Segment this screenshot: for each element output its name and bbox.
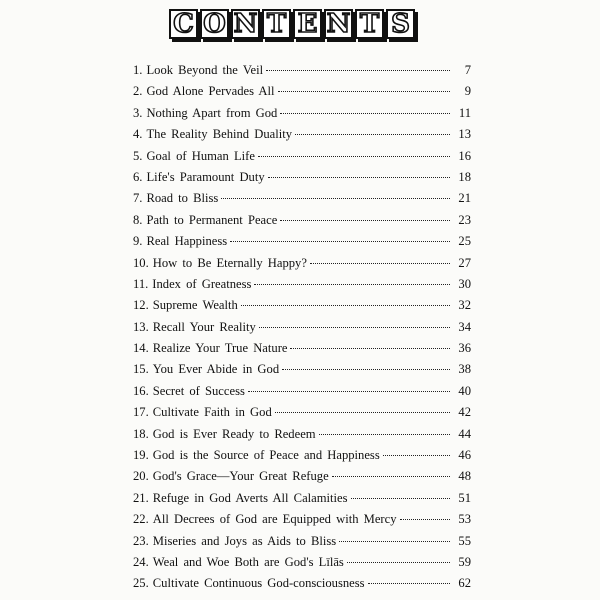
toc-entry-page-number: 59 bbox=[458, 554, 471, 569]
toc-entry-title: Nothing Apart from God bbox=[146, 105, 278, 120]
toc-entry-page-number: 42 bbox=[458, 405, 471, 420]
toc-entry-page-number: 13 bbox=[458, 127, 471, 142]
toc-entry-title: Weal and Woe Both are God's Līlās bbox=[152, 554, 344, 569]
toc-entry-number: 15. bbox=[133, 362, 149, 377]
toc-entry-page-number: 25 bbox=[458, 234, 471, 249]
toc-entry-page-number: 23 bbox=[458, 212, 471, 227]
toc-entry-title: Supreme Wealth bbox=[152, 298, 238, 313]
toc-entry-number: 5. bbox=[133, 148, 143, 163]
toc-entry-number: 2. bbox=[133, 84, 143, 99]
dot-leader bbox=[259, 327, 450, 328]
table-of-contents bbox=[133, 60, 471, 595]
toc-entry-title: How to Be Eternally Happy? bbox=[152, 255, 307, 270]
toc-entry-title: Secret of Success bbox=[152, 383, 245, 398]
dot-leader bbox=[241, 305, 450, 306]
toc-entry-number: 7. bbox=[133, 191, 143, 206]
dot-leader bbox=[258, 156, 450, 157]
dot-leader bbox=[310, 263, 450, 264]
toc-entry-title: Recall Your Reality bbox=[152, 319, 256, 334]
dot-leader bbox=[332, 476, 450, 477]
toc-entry bbox=[133, 552, 471, 573]
toc-entry-title: Road to Bliss bbox=[146, 191, 219, 206]
dot-leader bbox=[282, 369, 450, 370]
dot-leader bbox=[254, 284, 450, 285]
title-letter-box: T bbox=[355, 9, 384, 39]
toc-entry bbox=[133, 466, 471, 487]
toc-entry-title: God is Ever Ready to Redeem bbox=[152, 426, 316, 441]
toc-entry-page-number: 9 bbox=[464, 84, 471, 99]
dot-leader bbox=[368, 583, 450, 584]
toc-entry-page-number: 40 bbox=[458, 383, 471, 398]
toc-entry-number: 3. bbox=[133, 105, 143, 120]
toc-entry-number: 21. bbox=[133, 490, 149, 505]
toc-entry-number: 22. bbox=[133, 512, 149, 527]
toc-entry-title: The Reality Behind Duality bbox=[146, 127, 293, 142]
toc-entry-page-number: 53 bbox=[458, 512, 471, 527]
toc-entry-number: 8. bbox=[133, 212, 143, 227]
toc-entry bbox=[133, 424, 471, 445]
dot-leader bbox=[351, 498, 450, 499]
toc-entry-page-number: 38 bbox=[458, 362, 471, 377]
dot-leader bbox=[268, 177, 450, 178]
toc-entry-title: Life's Paramount Duty bbox=[146, 169, 265, 184]
toc-entry-number: 6. bbox=[133, 169, 143, 184]
toc-entry bbox=[133, 210, 471, 231]
title-letter-box: N bbox=[324, 9, 353, 39]
title-letter-box: N bbox=[231, 9, 260, 39]
toc-entry bbox=[133, 531, 471, 552]
toc-entry-number: 11. bbox=[133, 276, 149, 291]
toc-entry bbox=[133, 274, 471, 295]
toc-entry-number: 19. bbox=[133, 448, 149, 463]
dot-leader bbox=[319, 434, 450, 435]
toc-entry bbox=[133, 317, 471, 338]
toc-entry-number: 25. bbox=[133, 576, 149, 591]
toc-entry-number: 4. bbox=[133, 127, 143, 142]
toc-entry bbox=[133, 381, 471, 402]
toc-entry-number: 24. bbox=[133, 554, 149, 569]
toc-entry-title: Miseries and Joys as Aids to Bliss bbox=[152, 533, 337, 548]
toc-entry bbox=[133, 81, 471, 102]
title-letter-box: O bbox=[200, 9, 229, 39]
toc-entry bbox=[133, 146, 471, 167]
toc-entry-title: Cultivate Faith in God bbox=[152, 405, 272, 420]
toc-entry-page-number: 32 bbox=[458, 298, 471, 313]
toc-entry-number: 23. bbox=[133, 533, 149, 548]
toc-entry-number: 1. bbox=[133, 63, 143, 77]
dot-leader bbox=[278, 91, 450, 92]
toc-entry-number: 20. bbox=[133, 469, 149, 484]
toc-entry-page-number: 21 bbox=[458, 191, 471, 206]
toc-entry-number: 17. bbox=[133, 405, 149, 420]
toc-entry bbox=[133, 295, 471, 316]
toc-entry-title: Goal of Human Life bbox=[146, 148, 255, 163]
toc-entry-title: Path to Permanent Peace bbox=[146, 212, 278, 227]
contents-title bbox=[169, 9, 417, 39]
toc-entry-page-number: 16 bbox=[458, 148, 471, 163]
toc-entry bbox=[133, 167, 471, 188]
toc-entry-number: 12. bbox=[133, 298, 149, 313]
dot-leader bbox=[383, 455, 450, 456]
toc-entry bbox=[133, 253, 471, 274]
toc-entry bbox=[133, 445, 471, 466]
toc-entry bbox=[133, 488, 471, 509]
dot-leader bbox=[230, 241, 450, 242]
dot-leader bbox=[275, 412, 450, 413]
dot-leader bbox=[248, 391, 450, 392]
toc-entry bbox=[133, 124, 471, 145]
toc-entry-page-number: 18 bbox=[458, 169, 471, 184]
toc-entry-page-number: 11 bbox=[458, 105, 471, 120]
dot-leader bbox=[290, 348, 450, 349]
toc-entry-title: Look Beyond the Veil bbox=[146, 63, 264, 77]
toc-entry-title: God Alone Pervades All bbox=[146, 84, 275, 99]
toc-entry-page-number: 62 bbox=[458, 576, 471, 591]
toc-entry-title: Index of Greatness bbox=[152, 276, 252, 291]
toc-entry-title: All Decrees of God are Equipped with Mercy bbox=[152, 512, 397, 527]
dot-leader bbox=[280, 113, 450, 114]
toc-entry-page-number: 51 bbox=[458, 490, 471, 505]
toc-entry bbox=[133, 338, 471, 359]
title-letter-box: E bbox=[293, 9, 322, 39]
dot-leader bbox=[280, 220, 450, 221]
title-letter-box: C bbox=[169, 9, 198, 39]
toc-entry bbox=[133, 60, 471, 81]
toc-entry-title: Real Happiness bbox=[146, 234, 228, 249]
dot-leader bbox=[339, 541, 450, 542]
toc-entry-page-number: 46 bbox=[458, 448, 471, 463]
toc-entry-title: Refuge in God Averts All Calamities bbox=[152, 490, 348, 505]
toc-entry bbox=[133, 359, 471, 380]
toc-entry-page-number: 44 bbox=[458, 426, 471, 441]
toc-entry bbox=[133, 188, 471, 209]
toc-entry-page-number: 7 bbox=[464, 63, 471, 77]
toc-entry-page-number: 30 bbox=[458, 276, 471, 291]
toc-entry bbox=[133, 402, 471, 423]
toc-entry-number: 16. bbox=[133, 383, 149, 398]
toc-entry-title: God's Grace—Your Great Refuge bbox=[152, 469, 329, 484]
dot-leader bbox=[400, 519, 450, 520]
toc-entry-page-number: 36 bbox=[458, 341, 471, 356]
dot-leader bbox=[295, 134, 450, 135]
toc-entry-title: You Ever Abide in God bbox=[152, 362, 280, 377]
toc-entry-number: 18. bbox=[133, 426, 149, 441]
dot-leader bbox=[347, 562, 450, 563]
toc-entry-title: Realize Your True Nature bbox=[152, 341, 288, 356]
dot-leader bbox=[221, 198, 450, 199]
toc-entry bbox=[133, 103, 471, 124]
toc-entry-number: 13. bbox=[133, 319, 149, 334]
toc-entry-page-number: 34 bbox=[458, 319, 471, 334]
toc-entry bbox=[133, 509, 471, 530]
toc-entry-page-number: 27 bbox=[458, 255, 471, 270]
title-letter-box: S bbox=[386, 9, 415, 39]
toc-entry-title: Cultivate Continuous God-consciousness bbox=[152, 576, 365, 591]
toc-entry-number: 10. bbox=[133, 255, 149, 270]
toc-entry bbox=[133, 573, 471, 594]
toc-entry-title: God is the Source of Peace and Happiness bbox=[152, 448, 380, 463]
dot-leader bbox=[266, 70, 450, 71]
toc-entry-number: 14. bbox=[133, 341, 149, 356]
toc-entry bbox=[133, 231, 471, 252]
toc-entry-page-number: 55 bbox=[458, 533, 471, 548]
title-letter-box: T bbox=[262, 9, 291, 39]
toc-entry-page-number: 48 bbox=[458, 469, 471, 484]
toc-entry-number: 9. bbox=[133, 234, 143, 249]
